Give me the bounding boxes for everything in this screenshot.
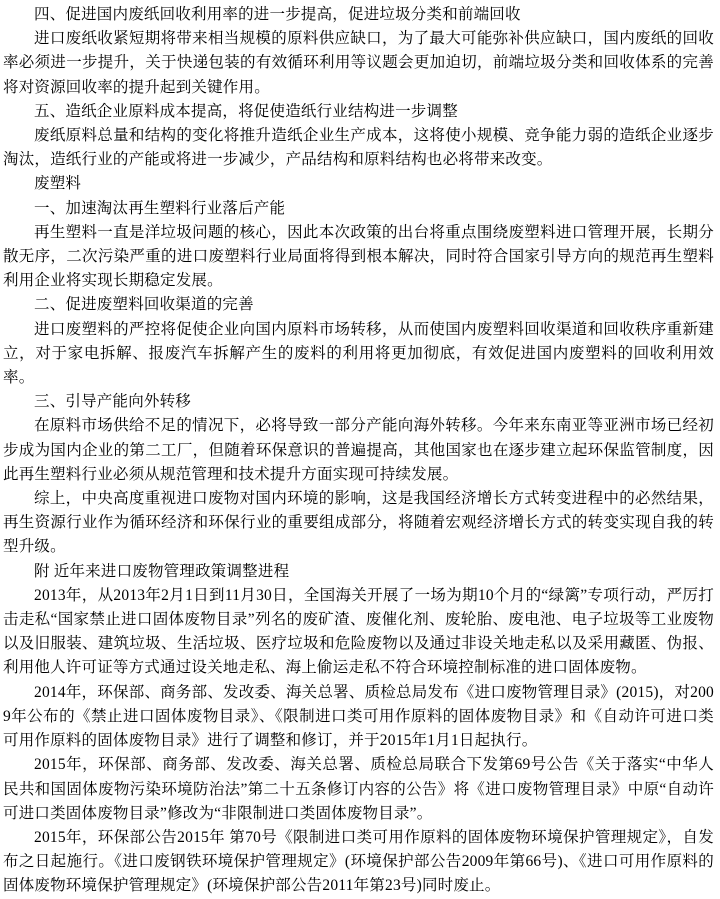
body-paragraph: 进口废纸收紧短期将带来相当规模的原料供应缺口，为了最大可能弥补供应缺口，国内废纸的回收率必须进一步提升，关于快递包装的有效循环利用等议题会更加迫切，前端垃圾分类和回收体系的完善将对资源回收率的提升起到关键作用。 — [3, 30, 714, 96]
body-paragraph-summary: 综上，中央高度重视进口废物对国内环境的影响，这是我国经济增长方式转变进程中的必然结果，再生资源行业作为循环经济和环保行业的重要组成部分，将随着宏观经济增长方式的转变实现自我的转型升级。 — [3, 490, 714, 556]
body-paragraph: 废纸原料总量和结构的变化将推升造纸企业生产成本，这将使小规模、竞争能力弱的造纸企业逐步淘汰，造纸行业的产能或将进一步减少，产品结构和原料结构也必将带来改变。 — [3, 127, 714, 169]
body-paragraph-2013: 2013年，从2013年2月1日到11月30日，全国海关开展了一场为期10个月的“绿篱”专项行动，严厉打击走私“国家禁止进口固体废物目录”列名的废矿渣、废催化剂、废轮胎、废电池、电子垃圾等工业废物以及旧服装、建筑垃圾、生活垃圾、医疗垃圾和危险废物以及通过非设关地走私以及采用藏匿、伪报、利用他人许可证等方式通过设关地走私、海上偷运走私不符合环境控制标准的进口固体废物。 — [3, 586, 714, 677]
body-paragraph-2015-no70: 2015年，环保部公告2015年 第70号《限制进口类可用作原料的固体废物环境保护管理规定》，自发布之日起施行。《进口废钢铁环境保护管理规定》(环境保护部公告2009年第66号)、《进口可用作原料的固体废物环境保护管理规定》(环境保护部公告2011年第23号)同时废止。 — [3, 828, 714, 895]
body-paragraph: 进口废塑料的严控将促使企业向国内原料市场转移，从而使国内废塑料回收渠道和回收秩序重新建立，对于家电拆解、报废汽车拆解产生的废料的利用将更加彻底，有效促进国内废塑料的回收利用效率。 — [3, 320, 714, 387]
body-paragraph-2015-no69: 2015年，环保部、商务部、发改委、海关总署、质检总局联合下发第69号公告《关于落实“中华人民共和国固体废物污染环境防治法”第二十五条修订内容的公告》将《进口废物管理目录》中原“自动许可进口类固体废物目录”修改为“非限制进口类固体废物目录”。 — [3, 756, 714, 822]
section-heading-wastepaper-5: 五、造纸企业原料成本提高，将促使造纸行业结构进一步调整 — [34, 102, 458, 120]
section-heading-wastepaper-4: 四、促进国内废纸回收利用率的进一步提高，促进垃圾分类和前端回收 — [34, 6, 521, 23]
body-paragraph: 在原料市场供给不足的情况下，必将导致一部分产能向海外转移。今年来东南亚等亚洲市场已经初步成为国内企业的第二工厂，但随着环保意识的普遍提高，其他国家也在逐步建立起环保监管制度，因此再生塑料行业必须从规范管理和技术提升方面实现可持续发展。 — [3, 417, 714, 483]
section-heading-appendix: 附 近年来进口废物管理政策调整进程 — [34, 562, 290, 580]
body-paragraph: 再生塑料一直是洋垃圾问题的核心，因此本次政策的出台将重点围绕废塑料进口管理开展，长期分散无序，二次污染严重的进口废塑料行业局面将得到根本解决，同时符合国家引导方向的规范再生塑料利用企业将实现长期稳定发展。 — [3, 223, 714, 290]
body-paragraph-2014: 2014年，环保部、商务部、发改委、海关总署、质检总局发布《进口废物管理目录》(2015)，对2009年公布的《禁止进口固体废物目录》、《限制进口类可用作原料的固体废物目录》和《自动许可进口类可用作原料的固体废物目录》进行了调整和修订，并于2015年1月1日起执行。 — [3, 683, 714, 750]
section-heading-plastic-3: 三、引导产能向外转移 — [34, 393, 192, 411]
section-heading-plastic-2: 二、促进废塑料回收渠道的完善 — [34, 296, 254, 314]
section-heading-plastic-1: 一、加速淘汰再生塑料行业落后产能 — [34, 199, 286, 217]
section-heading-waste-plastic: 废塑料 — [34, 175, 82, 193]
